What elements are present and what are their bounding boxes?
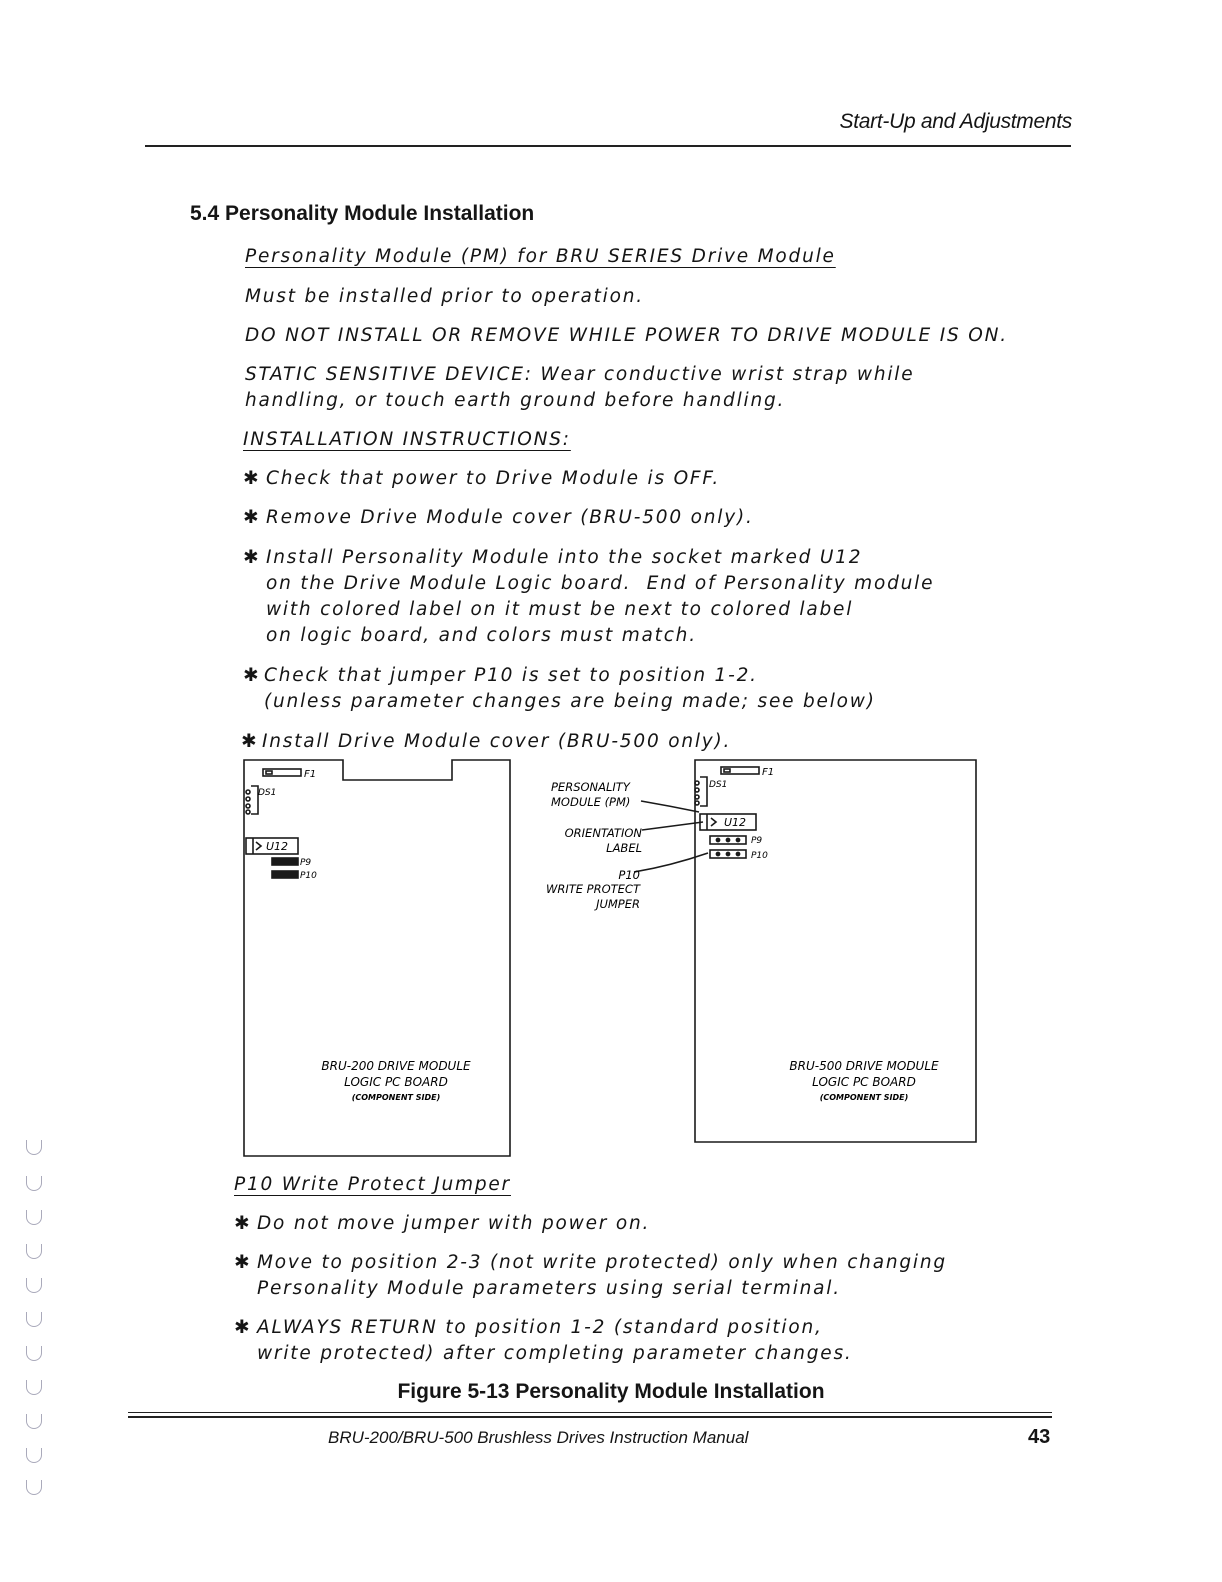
right-u12-label: U12 <box>724 816 747 829</box>
list-item-line: on logic board, and colors must match. <box>266 625 697 646</box>
list-item-line: with colored label on it must be next to colored label <box>266 599 854 620</box>
page-number: 43 <box>1028 1426 1051 1448</box>
callout-pm-2: MODULE (PM) <box>551 795 631 809</box>
list-item-line: Install Personality Module into the socket marked U12 <box>266 547 863 568</box>
list-item-line: (unless parameter changes are being made; see below) <box>264 691 876 712</box>
leader-personality-module <box>641 801 699 812</box>
left-caption-3: (COMPONENT SIDE) <box>351 1093 441 1102</box>
figure-caption: Figure 5-13 Personality Module Installation <box>397 1380 825 1403</box>
bullet-icon: ✱ <box>234 1317 250 1338</box>
right-caption-2: LOGIC PC BOARD <box>812 1075 916 1089</box>
intro-heading: Personality Module (PM) for BRU SERIES Drive Module <box>245 246 836 267</box>
section-title: 5.4 Personality Module Installation <box>190 202 535 225</box>
right-f1-label: F1 <box>762 767 775 778</box>
bullet-icon: ✱ <box>243 468 259 489</box>
left-u12-label: U12 <box>266 840 289 853</box>
running-header: Start-Up and Adjustments <box>839 110 1072 133</box>
footer-rule-thick <box>128 1416 1052 1418</box>
right-f1-fuse <box>721 767 759 774</box>
list-item-line: Do not move jumper with power on. <box>257 1213 651 1234</box>
bullet-icon: ✱ <box>241 731 257 752</box>
callout-wp-1: P10 <box>618 868 640 882</box>
list-item-line: Move to position 2-3 (not write protected) only when changing <box>257 1252 947 1273</box>
intro-line-2: DO NOT INSTALL OR REMOVE WHILE POWER TO DRIVE MODULE IS ON. <box>245 325 1008 346</box>
left-p10-label: P10 <box>300 871 317 881</box>
footer-rule-thin <box>128 1412 1052 1413</box>
p10-heading: P10 Write Protect Jumper <box>234 1174 511 1195</box>
list-item-line: write protected) after completing parameter changes. <box>257 1343 853 1364</box>
footer-manual-title: BRU-200/BRU-500 Brushless Drives Instruction Manual <box>328 1428 749 1447</box>
left-ds1 <box>251 786 258 814</box>
left-p10-jumper <box>272 871 298 878</box>
right-ds1-label: DS1 <box>709 780 728 790</box>
list-item-line: Personality Module parameters using serial terminal. <box>257 1278 841 1299</box>
left-p9-jumper <box>272 858 298 865</box>
leader-p10 <box>634 853 708 872</box>
right-ds1 <box>700 777 707 806</box>
list-item-line: ALWAYS RETURN to position 1-2 (standard position, <box>257 1317 823 1338</box>
bullet-icon: ✱ <box>234 1252 250 1273</box>
right-caption-1: BRU-500 DRIVE MODULE <box>789 1059 939 1073</box>
left-f1-label: F1 <box>304 769 317 780</box>
left-caption-1: BRU-200 DRIVE MODULE <box>321 1059 471 1073</box>
list-item-line: Check that power to Drive Module is OFF. <box>266 468 721 489</box>
left-p9-label: P9 <box>300 858 312 868</box>
installation-heading: INSTALLATION INSTRUCTIONS: <box>243 429 571 450</box>
callout-pm-1: PERSONALITY <box>551 780 630 794</box>
callout-wp-2: WRITE PROTECT <box>545 882 640 896</box>
right-caption-3: (COMPONENT SIDE) <box>819 1093 909 1102</box>
intro-line-3a: STATIC SENSITIVE DEVICE: Wear conductive wrist strap while <box>245 364 915 385</box>
list-item-line: on the Drive Module Logic board. End of Personality module <box>266 573 935 594</box>
right-p10-label: P10 <box>751 851 768 861</box>
list-item-line: Install Drive Module cover (BRU-500 only). <box>262 731 732 752</box>
right-p9-label: P9 <box>751 836 763 846</box>
intro-line-1: Must be installed prior to operation. <box>245 286 644 307</box>
left-f1-fuse <box>263 769 301 776</box>
left-caption-2: LOGIC PC BOARD <box>344 1075 448 1089</box>
callout-ol-2: LABEL <box>606 841 642 855</box>
leader-orientation-label <box>642 822 703 830</box>
callout-wp-3: JUMPER <box>596 897 640 911</box>
intro-line-3b: handling, or touch earth ground before handling. <box>245 390 786 411</box>
list-item-line: Remove Drive Module cover (BRU-500 only). <box>266 507 754 528</box>
bullet-icon: ✱ <box>243 507 259 528</box>
left-ds1-label: DS1 <box>258 788 277 798</box>
callout-ol-1: ORIENTATION <box>564 826 642 840</box>
bullet-icon: ✱ <box>243 665 259 686</box>
bullet-icon: ✱ <box>243 547 259 568</box>
list-item-line: Check that jumper P10 is set to position 1-2. <box>264 665 758 686</box>
bullet-icon: ✱ <box>234 1213 250 1234</box>
